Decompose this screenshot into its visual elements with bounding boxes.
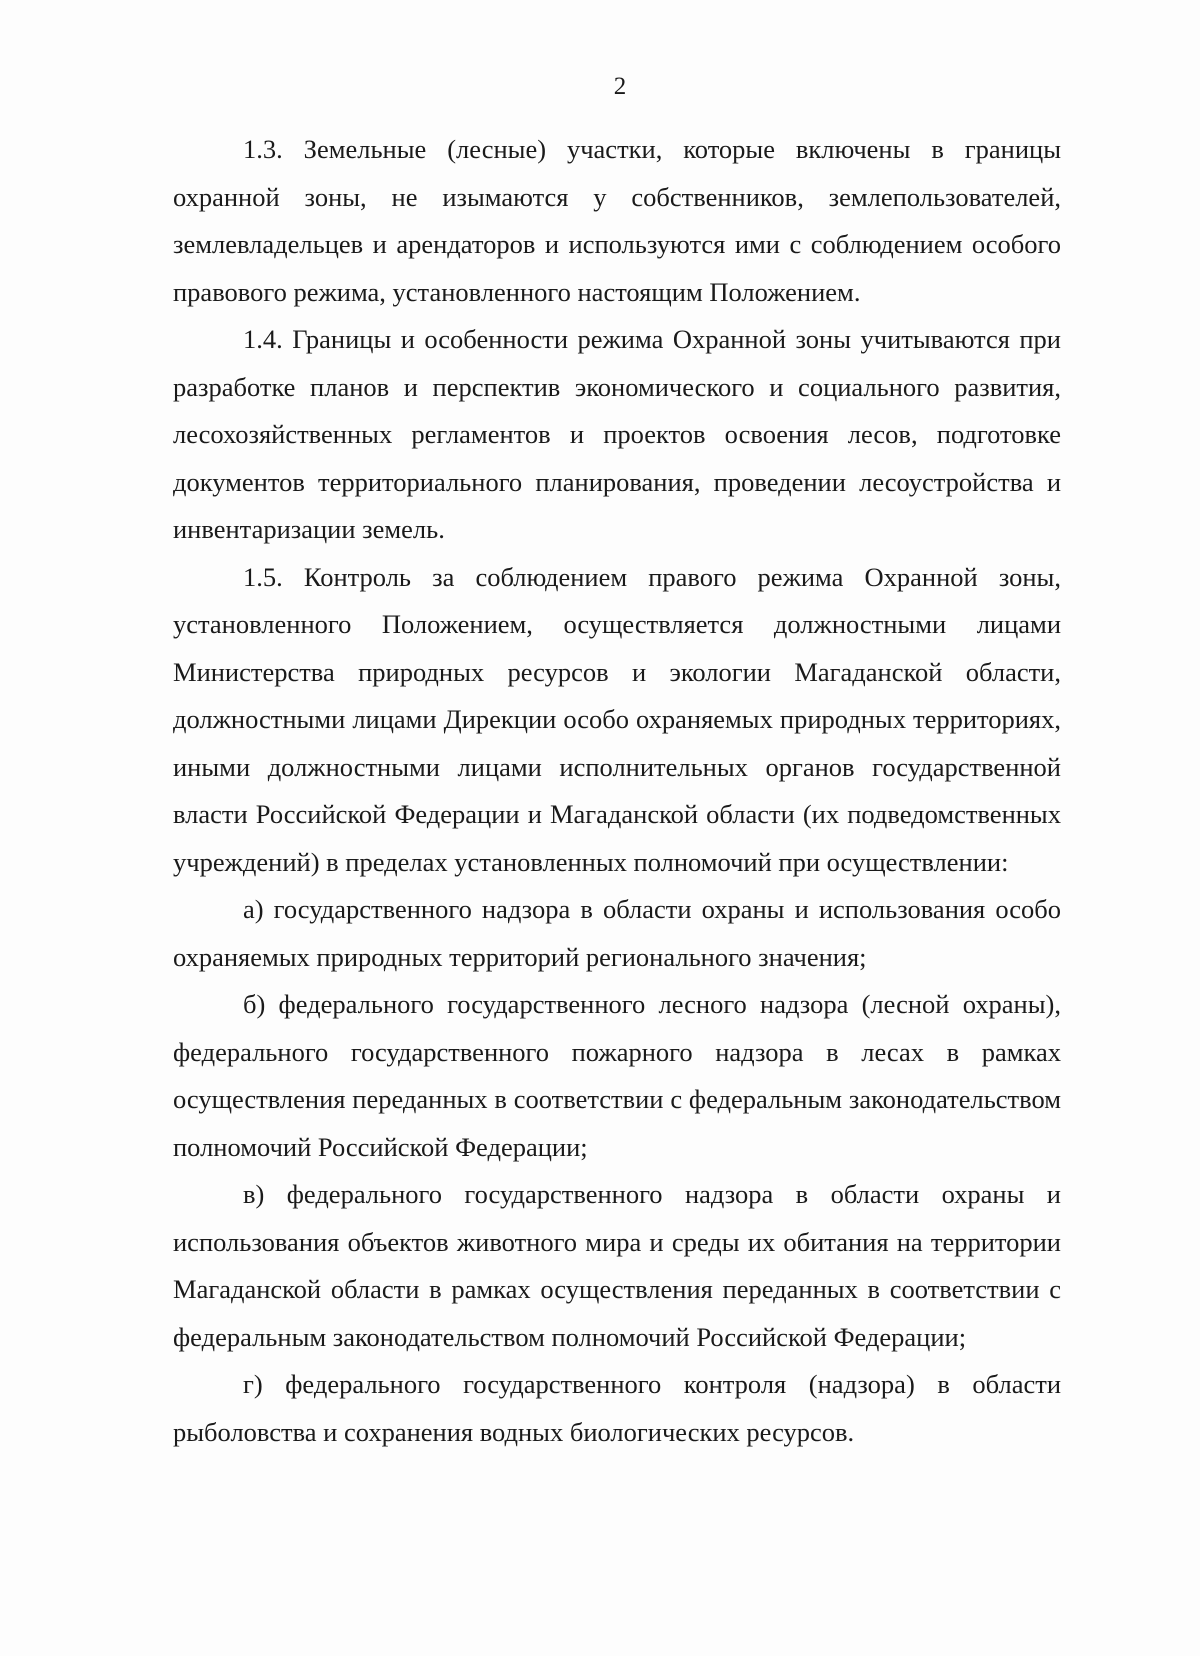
list-item-v: в) федерального государственного надзора в области охраны и использования объектов животного мира и среды их обитания на территории Магаданской области в рамках осуществления переданных в соответствии с федеральным законодательством полномочий Российской Федерации;: [173, 1179, 1061, 1352]
page-number: 2: [613, 73, 627, 100]
document-body: [173, 126, 1061, 1456]
list-item-a: а) государственного надзора в области охраны и использования особо охраняемых природных территорий регионального значения;: [173, 894, 1061, 972]
list-item-b: б) федерального государственного лесного надзора (лесной охраны), федерального государственного пожарного надзора в лесах в рамках осуществления переданных в соответствии с федеральным законодательством полномочий Российской Федерации;: [173, 989, 1061, 1162]
paragraph-1-5: 1.5. Контроль за соблюдением правого режима Охранной зоны, установленного Положением, осуществляется должностными лицами Министерства природных ресурсов и экологии Магаданской области, должностными лицами Дирекции особо охраняемых природных территориях, иными должностными лицами исполнительных органов государственной власти Российской Федерации и Магаданской области (их подведомственных учреждений) в пределах установленных полномочий при осуществлении:: [173, 561, 1061, 877]
list-item-g: г) федерального государственного контроля (надзора) в области рыболовства и сохранения водных биологических ресурсов.: [173, 1369, 1061, 1447]
paragraph-1-3: 1.3. Земельные (лесные) участки, которые включены в границы охранной зоны, не изымаются у собственников, землепользователей, землевладельцев и арендаторов и используются ими с соблюдением особого правового режима, установленного настоящим Положением.: [173, 134, 1061, 307]
paragraph-1-4: 1.4. Границы и особенности режима Охранной зоны учитываются при разработке планов и перспектив экономического и социального развития, лесохозяйственных регламентов и проектов освоения лесов, подготовке документов территориального планирования, проведении лесоустройства и инвентаризации земель.: [173, 324, 1061, 544]
